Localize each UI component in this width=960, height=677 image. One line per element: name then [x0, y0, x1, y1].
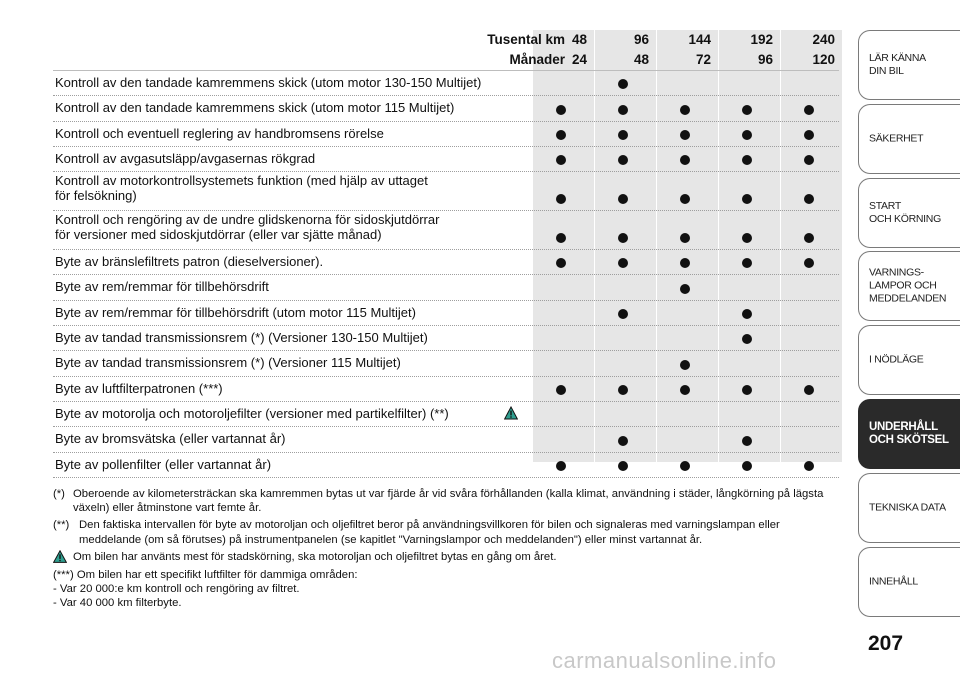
maintenance-schedule-table [53, 30, 839, 478]
header-km-4: 192 [750, 32, 773, 47]
chapter-tab-label: SÄKERHET [869, 132, 924, 145]
page-number: 207 [868, 632, 904, 655]
interval-mark-dot [804, 155, 814, 165]
interval-mark-dot [618, 233, 628, 243]
interval-mark-dot [804, 258, 814, 268]
header-row-months [53, 50, 839, 71]
interval-mark-dot [556, 130, 566, 140]
interval-mark-dot [680, 258, 690, 268]
task-description: Kontroll av den tandade kamremmens skick (utom motor 130-150 Multijet) [55, 75, 482, 90]
chapter-tab-label: VARNINGS- LAMPOR OCH MEDDELANDEN [869, 266, 947, 305]
footnote-5: - Var 20 000:e km kontroll och rengöring av filtret. [53, 583, 300, 596]
interval-mark-dot [804, 194, 814, 204]
footnotes [53, 487, 843, 611]
header-month-3: 72 [695, 52, 711, 67]
interval-mark-dot [680, 461, 690, 471]
table-row [53, 96, 839, 121]
interval-mark-dot [680, 194, 690, 204]
interval-mark-dot [742, 461, 752, 471]
interval-mark-dot [556, 105, 566, 115]
interval-mark-dot [742, 385, 752, 395]
chapter-tabs [858, 30, 960, 620]
interval-mark-dot [556, 233, 566, 243]
interval-mark-dot [680, 105, 690, 115]
interval-mark-dot [804, 105, 814, 115]
footnote-2-text: Den faktiska intervallen för byte av motoroljan och oljefiltret beror på användningsvillkoren för bilen och signaleras med varningslampan eller meddelande (om så förutses) på instrumentpanelen (se kapitlet "Varningslampor och meddelanden") eller minst vartannat år. [79, 519, 780, 546]
watermark: carmanualsonline.info [552, 648, 777, 673]
interval-mark-dot [804, 130, 814, 140]
task-description: Kontroll och eventuell reglering av handbromsens rörelse [55, 125, 384, 141]
interval-mark-dot [742, 233, 752, 243]
table-row [53, 211, 839, 250]
header-km-5: 240 [812, 32, 835, 47]
footnote-1-text: Oberoende av kilometersträckan ska kamremmen bytas ut var fjärde år vid svåra förhållanden (kalla klimat, användning i städer, långkörning på lägsta växeln) eller åtminstone vart femte år. [73, 488, 824, 515]
chapter-tab-1[interactable] [858, 30, 960, 100]
table-row [53, 377, 839, 402]
interval-mark-dot [804, 233, 814, 243]
chapter-tab-7[interactable] [858, 473, 960, 543]
interval-mark-dot [742, 194, 752, 204]
header-label-km: Tusental km [487, 32, 565, 47]
task-description: Byte av rem/remmar för tillbehörsdrift (utom motor 115 Multijet) [55, 304, 416, 320]
task-description: Kontroll av motorkontrollsystemets funktion (med hjälp av uttaget för felsökning) [55, 173, 428, 203]
header-label-months: Månader [509, 52, 565, 67]
task-description: Byte av tandad transmissionsrem (*) (Versioner 115 Multijet) [55, 355, 401, 371]
table-row [53, 172, 839, 211]
interval-mark-dot [618, 385, 628, 395]
table-row [53, 351, 839, 376]
interval-mark-dot [680, 130, 690, 140]
table-row [53, 71, 839, 96]
interval-mark-dot [680, 385, 690, 395]
interval-mark-dot [742, 155, 752, 165]
header-km-1: 48 [571, 32, 587, 47]
interval-mark-dot [680, 155, 690, 165]
chapter-tab-label: TEKNISKA DATA [869, 501, 946, 514]
footnote-2 [53, 518, 843, 546]
interval-mark-dot [680, 284, 690, 294]
header-month-4: 96 [757, 52, 773, 67]
chapter-tab-5[interactable] [858, 325, 960, 395]
chapter-tab-8[interactable] [858, 547, 960, 617]
interval-mark-dot [618, 436, 628, 446]
task-description: Byte av motorolja och motoroljefilter (versioner med partikelfilter) (**) [55, 405, 449, 421]
header-row-km [53, 30, 839, 50]
interval-mark-dot [742, 258, 752, 268]
table-row [53, 453, 839, 478]
interval-mark-dot [556, 385, 566, 395]
chapter-tab-2[interactable] [858, 104, 960, 174]
interval-mark-dot [556, 194, 566, 204]
interval-mark-dot [556, 155, 566, 165]
table-row [53, 326, 839, 351]
interval-mark-dot [680, 360, 690, 370]
footnote-6: - Var 40 000 km filterbyte. [53, 597, 182, 610]
interval-mark-dot [618, 461, 628, 471]
header-km-2: 96 [633, 32, 649, 47]
task-description: Byte av bromsvätska (eller vartannat år) [55, 431, 286, 447]
interval-mark-dot [742, 436, 752, 446]
interval-mark-dot [680, 233, 690, 243]
table-row [53, 402, 839, 427]
interval-mark-dot [804, 385, 814, 395]
footnote-4: (***) Om bilen har ett specifikt luftfilter för dammiga områden: [53, 569, 358, 582]
task-description: Kontroll och rengöring av de undre glidskenorna för sidoskjutdörrar för versioner med sidoskjutdörrar (eller var sjätte månad) [55, 212, 440, 242]
interval-mark-dot [618, 130, 628, 140]
table-row [53, 275, 839, 300]
table-row [53, 301, 839, 326]
interval-mark-dot [618, 309, 628, 319]
header-km-3: 144 [688, 32, 711, 47]
interval-mark-dot [742, 309, 752, 319]
task-description: Byte av luftfilterpatronen (***) [55, 380, 223, 396]
schedule-rows [53, 71, 839, 478]
interval-mark-dot [804, 461, 814, 471]
interval-mark-dot [742, 105, 752, 115]
chapter-tab-3[interactable] [858, 178, 960, 248]
warning-triangle-icon [53, 550, 67, 563]
table-row [53, 122, 839, 147]
chapter-tab-6[interactable] [858, 399, 960, 469]
interval-mark-dot [618, 155, 628, 165]
task-description: Byte av pollenfilter (eller vartannat år) [55, 456, 272, 472]
task-description: Byte av bränslefiltrets patron (dieselversioner). [55, 254, 324, 270]
interval-mark-dot [618, 105, 628, 115]
footnote-1-mark: (*) [53, 488, 65, 500]
interval-mark-dot [556, 258, 566, 268]
chapter-tab-label: INNEHÅLL [869, 575, 918, 588]
footnote-1 [53, 487, 843, 515]
header-month-2: 48 [633, 52, 649, 67]
task-description: Byte av rem/remmar för tillbehörsdrift [55, 279, 269, 295]
chapter-tab-label: LÄR KÄNNA DIN BIL [869, 52, 926, 77]
interval-mark-dot [742, 130, 752, 140]
chapter-tab-label: START OCH KÖRNING [869, 199, 941, 225]
footnote-2-mark: (**) [53, 519, 70, 532]
task-description: Byte av tandad transmissionsrem (*) (Versioner 130-150 Multijet) [55, 330, 428, 346]
footnote-3 [53, 550, 843, 564]
interval-mark-dot [618, 194, 628, 204]
chapter-tab-label: UNDERHÅLL OCH SKÖTSEL [869, 420, 949, 446]
table-row [53, 250, 839, 275]
footnote-3-text: Om bilen har använts mest för stadskörning, ska motoroljan och oljefiltret bytas en gång om året. [73, 550, 557, 563]
interval-mark-dot [742, 334, 752, 344]
warning-triangle-icon [504, 406, 518, 420]
task-description: Kontroll av avgasutsläpp/avgasernas rökgrad [55, 150, 316, 166]
interval-mark-dot [618, 79, 628, 89]
header-month-5: 120 [812, 52, 835, 67]
table-row [53, 147, 839, 172]
interval-mark-dot [556, 461, 566, 471]
task-description: Kontroll av den tandade kamremmens skick (utom motor 115 Multijet) [55, 100, 455, 116]
table-row [53, 427, 839, 452]
chapter-tab-4[interactable] [858, 251, 960, 321]
header-month-1: 24 [571, 52, 587, 67]
chapter-tab-label: I NÖDLÄGE [869, 353, 924, 366]
interval-mark-dot [618, 258, 628, 268]
